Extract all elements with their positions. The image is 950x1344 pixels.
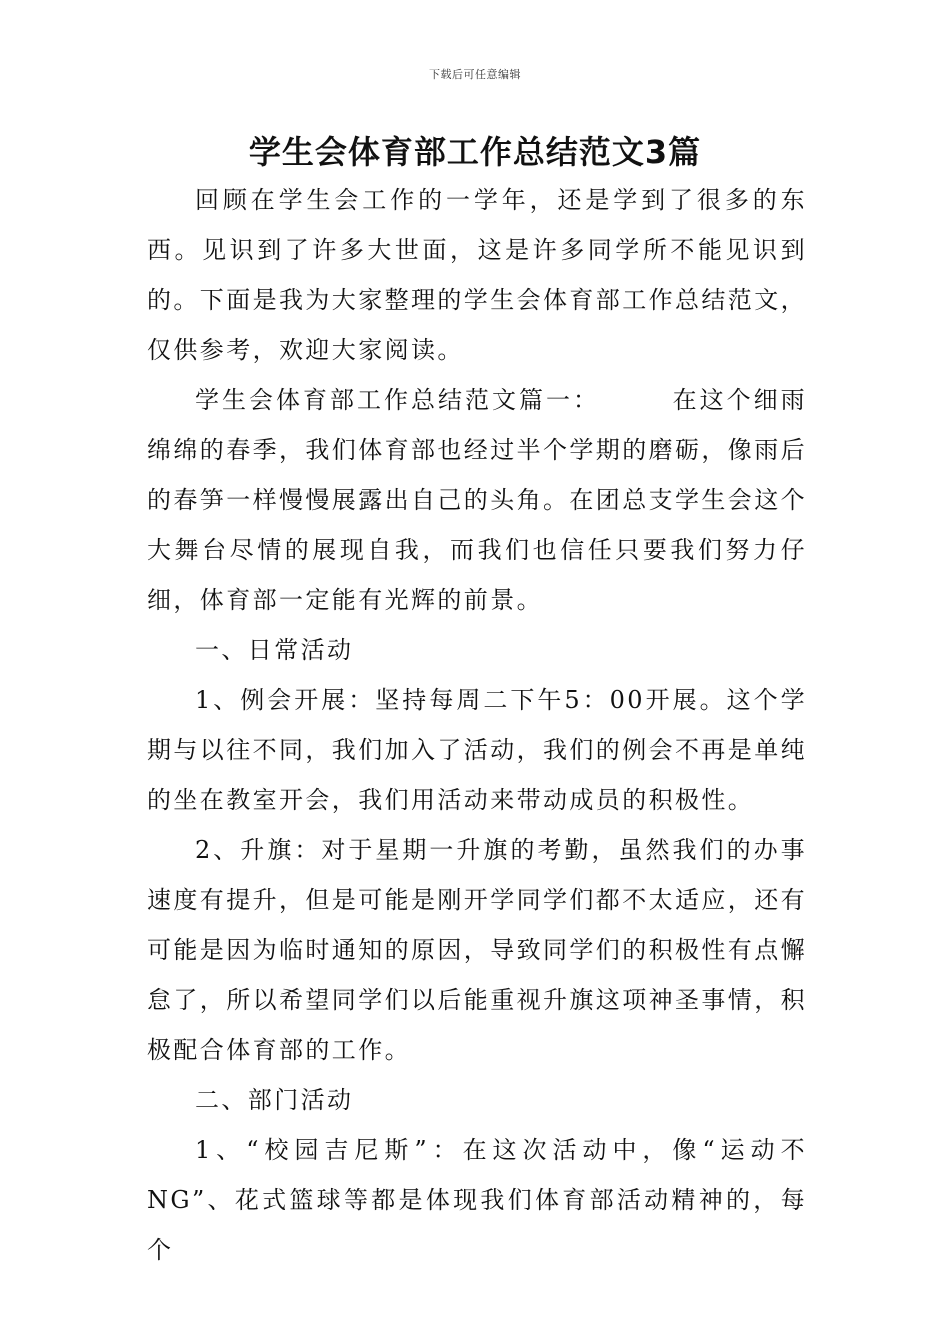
item-flag-raising: 2、升旗：对于星期一升旗的考勤，虽然我们的办事速度有提升，但是可能是刚开学同学们都不太适应，还有可能是因为临时通知的原因，导致同学们的积极性有点懈怠了，所以希望同学们以后能重视升旗这项神圣事情，积极配合体育部的工作。 [147,836,807,1064]
item-meeting: 1、例会开展：坚持每周二下午5：00开展。这个学期与以往不同，我们加入了活动，我们的例会不再是单纯的坐在教室开会，我们用活动来带动成员的积极性。 [147,686,807,814]
header-note: 下载后可任意编辑 [429,68,521,81]
item-campus-guinness: 1、“校园吉尼斯”：在这次活动中，像“运动不NG”、花式篮球等都是体现我们体育部活动精神的，每个 [147,1136,807,1264]
document-title: 学生会体育部工作总结范文3篇 [248,133,702,171]
section-one-label: 学生会体育部工作总结范文篇一： [195,386,600,414]
intro-paragraph: 回顾在学生会工作的一学年，还是学到了很多的东西。见识到了许多大世面，这是许多同学所不能见识到的。下面是我为大家整理的学生会体育部工作总结范文，仅供参考，欢迎大家阅读。 [147,186,807,364]
document-body [147,175,807,1275]
section-one-paragraph [147,375,807,625]
heading-daily-activities: 一、日常活动 [195,636,354,664]
heading-department-activities: 二、部门活动 [195,1086,354,1114]
section-one-text: 在这个细雨绵绵的春季，我们体育部也经过半个学期的磨砺，像雨后的春笋一样慢慢展露出自己的头角。在团总支学生会这个大舞台尽情的展现自我，而我们也信任只要我们努力仔细，体育部一定能有光辉的前景。 [147,386,807,614]
